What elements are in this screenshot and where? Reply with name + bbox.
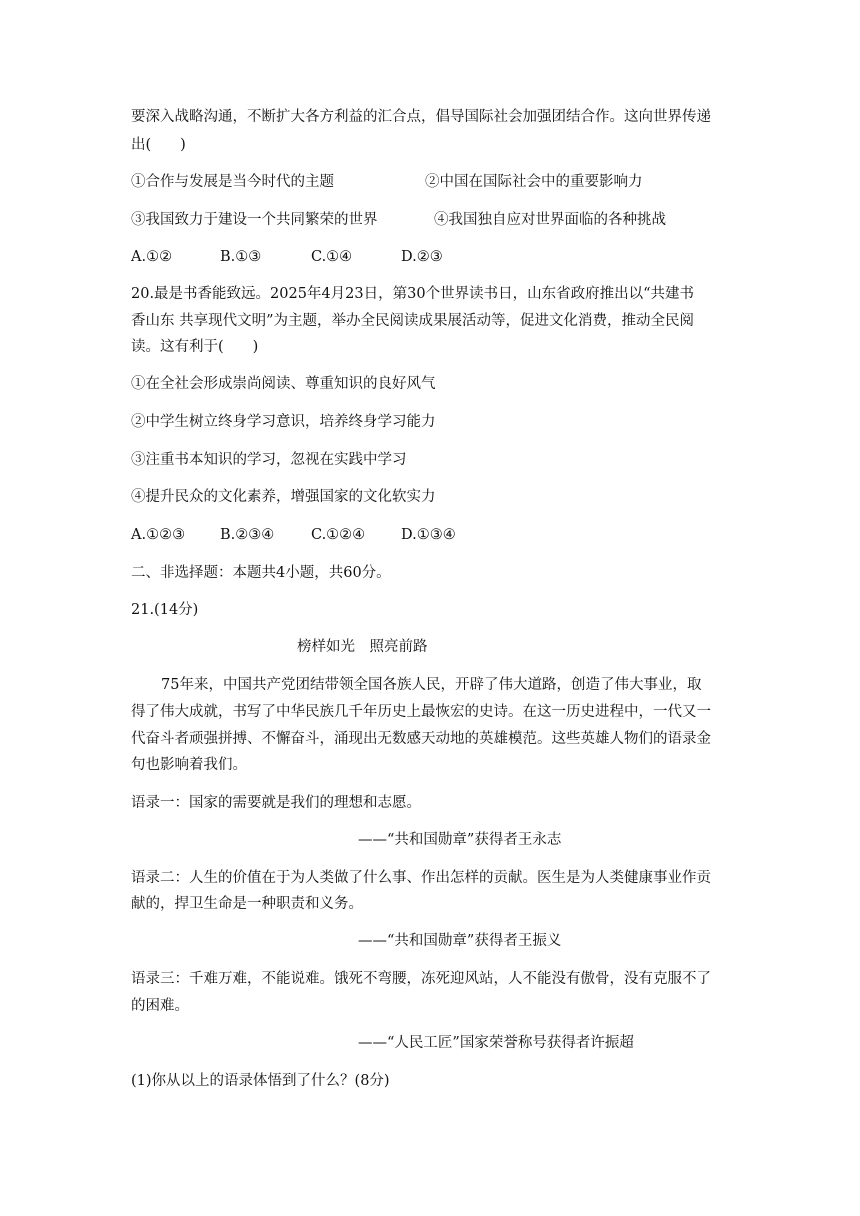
quote-2-attribution: ——“共和国勋章”获得者王振义 xyxy=(358,933,562,949)
q20-stem-line-2: 香山东 共享现代文明”为主题，举办全民阅读成果展活动等，促进文化消费，推动全民阅 xyxy=(131,313,695,329)
q21-title: 榜样如光 照亮前路 xyxy=(297,639,428,655)
q19-option-4: ④我国独自应对世界面临的各种挑战 xyxy=(434,212,666,228)
q21-paragraph-line-1: 75年来，中国共产党团结带领全国各族人民，开辟了伟大道路，创造了伟大事业，取 xyxy=(161,677,702,693)
q20-choice-b: B.②③④ xyxy=(220,527,275,543)
q20-stem-line-3: 读。这有利于( ) xyxy=(131,339,259,355)
q20-choice-d: D.①③④ xyxy=(401,527,456,543)
q19-option-3: ③我国致力于建设一个共同繁荣的世界 xyxy=(131,212,378,228)
q19-choice-b: B.①③ xyxy=(220,249,262,265)
q20-stem-line-1: 20.最是书香能致远。2025年4月23日，第30个世界读书日，山东省政府推出以“共建书 xyxy=(131,286,694,302)
q20-option-2: ②中学生树立终身学习意识，培养终身学习能力 xyxy=(131,414,436,430)
q20-option-1: ①在全社会形成崇尚阅读、尊重知识的良好风气 xyxy=(131,376,436,392)
q21-paragraph-line-2: 得了伟大成就，书写了中华民族几千年历史上最恢宏的史诗。在这一历史进程中，一代又一 xyxy=(131,704,711,720)
section-heading: 二、非选择题：本题共4小题，共60分。 xyxy=(131,565,391,581)
q21-number: 21.(14分) xyxy=(131,602,199,618)
q19-choice-c: C.①④ xyxy=(311,249,353,265)
q19-option-1: ①合作与发展是当今时代的主题 xyxy=(131,174,334,190)
quote-1-attribution: ——“共和国勋章”获得者王永志 xyxy=(358,832,562,848)
q21-paragraph-line-3: 代奋斗者顽强拼搏、不懈奋斗，涌现出无数感天动地的英雄模范。这些英雄人物们的语录金 xyxy=(131,731,711,747)
q21-paragraph-line-4: 句也影响着我们。 xyxy=(131,757,247,773)
q20-option-4: ④提升民众的文化素养，增强国家的文化软实力 xyxy=(131,489,436,505)
quote-3-line-1: 语录三：千难万难，不能说难。饿死不弯腰，冻死迎风站，人不能没有傲骨，没有克服不了 xyxy=(131,971,711,987)
quote-3-line-2: 的困难。 xyxy=(131,998,189,1014)
quote-1: 语录一：国家的需要就是我们的理想和志愿。 xyxy=(131,795,421,811)
q19-option-2: ②中国在国际社会中的重要影响力 xyxy=(425,174,643,190)
q21-subquestion-1: (1)你从以上的语录体悟到了什么？(8分) xyxy=(131,1073,390,1089)
q20-choice-c: C.①②④ xyxy=(311,527,366,543)
quote-2-line-2: 献的，捍卫生命是一种职责和义务。 xyxy=(131,896,363,912)
q19-stem-line-2: 出( ) xyxy=(131,137,186,153)
q19-choice-a: A.①② xyxy=(131,249,173,265)
q20-option-3: ③注重书本知识的学习，忽视在实践中学习 xyxy=(131,452,407,468)
quote-3-attribution: ——“人民工匠”国家荣誉称号获得者许振超 xyxy=(358,1035,634,1051)
q20-choice-a: A.①②③ xyxy=(131,527,186,543)
quote-2-line-1: 语录二：人生的价值在于为人类做了什么事、作出怎样的贡献。医生是为人类健康事业作贡 xyxy=(131,870,711,886)
q19-choice-d: D.②③ xyxy=(401,249,443,265)
q19-stem-line-1: 要深入战略沟通，不断扩大各方利益的汇合点，倡导国际社会加强团结合作。这向世界传递 xyxy=(131,109,711,125)
